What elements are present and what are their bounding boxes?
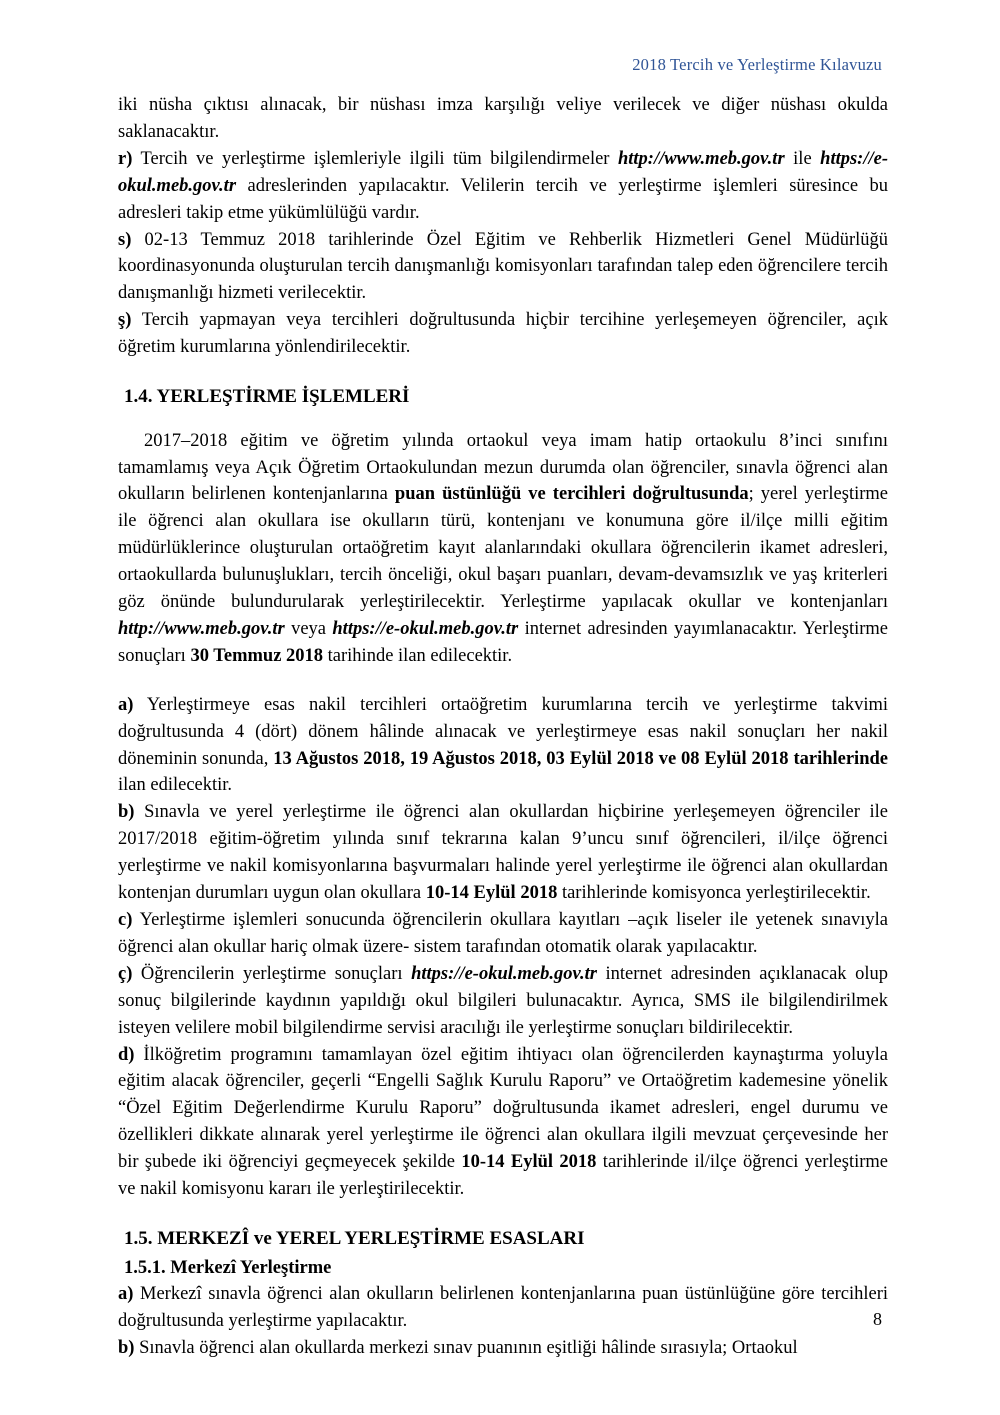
link-meb-1: http://www.meb.gov.tr [617, 148, 785, 169]
document-body [118, 92, 888, 1362]
section-heading-1-5: 1.5. MERKEZÎ ve YEREL YERLEŞTİRME ESASLARI [124, 1227, 585, 1249]
link-eokul-2: https://e-okul.meb.gov.tr [332, 618, 519, 639]
paragraph-item-s: s) 02-13 Temmuz 2018 tarihlerinde Özel Eğitim ve Rehberlik Hizmetleri Genel Müdürlüğü koordinasyonunda oluşturulan tercih danışmanlığı komisyonları tarafından talep eden öğrencilere tercih danışmanlığı hizmeti verilecektir. [118, 229, 888, 304]
list-marker-ch: ç) [118, 963, 133, 984]
paragraph-section-1-4: 2017–2018 eğitim ve öğretim yılında ortaokul veya imam hatip ortaokulu 8’inci sınıfını tamamlamış veya Açık Öğretim Ortaokulundan mezun durumda olan öğrenciler, sınavla öğrenci alan okulların belirlenen kontenjanlarına puan üstünlüğü ve tercihleri doğrultusunda; yerel yerleştirme ile öğrenci alan okullara ise okulların türü, kontenjanı ve konumuna göre il/ilçe milli eğitim müdürlüklerince oluşturulan ortaöğretim kayıt alanlarındaki okullara öğrencilerin ikamet adresleri, ortaokullarda bulunuşlukları, tercih önceliği, okul başarı puanları, devam-devamsızlık ve yaş kriterleri göz önünde bulundurularak yerleştirilecektir. Yerleştirme yapılacak okullar ve kontenjanları http://www.meb.gov.tr veya https://e-okul.meb.gov.tr internet adresinden yayımlanacaktır. Yerleştirme sonuçları 30 Temmuz 2018 tarihinde ilan edilecektir. [118, 430, 888, 666]
section-heading-1-4: 1.4. YERLEŞTİRME İŞLEMLERİ [124, 386, 410, 408]
list-marker-d: d) [118, 1044, 135, 1065]
paragraph-item-r: r) Tercih ve yerleştirme işlemleriyle ilgili tüm bilgilendirmeler http://www.meb.gov.tr ile https://e-okul.meb.gov.tr adreslerinden yapılacaktır. Velilerin tercih ve yerleştirme işlemleri süresince bu adresleri takip etme yükümlülüğü vardır. [118, 148, 888, 223]
list-marker-s: s) [118, 229, 132, 250]
paragraph-item-b: b) Sınavla ve yerel yerleştirme ile öğrenci alan okullardan hiçbirine yerleşemeyen öğrenciler ile 2017/2018 eğitim-öğretim yılında sınıf tekrarına kalan 9’uncu sınıf öğrencileri, il/ilçe öğrenci yerleştirme ve nakil komisyonlarına başvurmaları halinde yerel yerleştirme ile öğrenci alan okullardan kontenjan durumları uygun olan okullara 10-14 Eylül 2018 tarihlerinde komisyonca yerleştirilecektir. [118, 802, 888, 904]
link-eokul-3: https://e-okul.meb.gov.tr [411, 963, 597, 984]
list-marker-c: c) [118, 910, 133, 931]
paragraph-item-151-a: a) Merkezî sınavla öğrenci alan okulların belirlenen kontenjanlarına puan üstünlüğüne göre tercihleri doğrultusunda yerleştirme yapılacaktır. [118, 1284, 888, 1332]
list-marker-b: b) [118, 802, 135, 823]
paragraph-item-d: d) İlköğretim programını tamamlayan özel eğitim ihtiyacı olan öğrencilerden kaynaştırma yoluyla eğitim alacak öğrenciler, geçerli “Engelli Sağlık Kurulu Raporu” ve Ortaöğretim kademesine yönelik “Özel Eğitim Değerlendirme Kurulu Raporu” doğrultusunda ikamet adresleri, engel durumu ve özellikleri dikkate alınarak yerel yerleştirme ile öğrenci alan okullara ilgili mevzuat çerçevesinde her bir şubede iki öğrenciyi geçmeyecek şekilde 10-14 Eylül 2018 tarihlerinde il/ilçe öğrenci yerleştirme ve nakil komisyonu kararı ile yerleştirilecektir. [118, 1044, 889, 1200]
list-marker-151-b: b) [118, 1338, 135, 1359]
paragraph-top: iki nüsha çıktısı alınacak, bir nüshası imza karşılığı veliye verilecek ve diğer nüshası okulda saklanacaktır. [118, 95, 888, 142]
list-marker-a: a) [118, 694, 134, 715]
paragraph-item-c: c) Yerleştirme işlemleri sonucunda öğrencilerin okullara kayıtları –açık liseler ile yetenek sınavıyla öğrenci alan okullar hariç olmak üzere- sistem tarafından otomatik olarak yapılacaktır. [118, 910, 888, 957]
paragraph-item-a: a) Yerleştirmeye esas nakil tercihleri ortaöğretim kurumlarına tercih ve yerleştirme takvimi doğrultusunda 4 (dört) dönem hâlinde alınacak ve yerleştirmeye esas nakil sonuçları her nakil döneminin sonunda, 13 Ağustos 2018, 19 Ağustos 2018, 03 Eylül 2018 ve 08 Eylül 2018 tarihlerinde ilan edilecektir. [118, 694, 888, 796]
link-meb-2: http://www.meb.gov.tr [118, 618, 285, 639]
list-marker-151-a: a) [118, 1284, 134, 1305]
paragraph-item-151-b: b) Sınavla öğrenci alan okullarda merkezi sınav puanının eşitliği hâlinde sırasıyla; Ortaokul [118, 1338, 798, 1359]
subsection-heading-1-5-1: 1.5.1. Merkezî Yerleştirme [124, 1257, 332, 1278]
link-eokul-1: https://e-okul.meb.gov.tr [118, 148, 888, 196]
page-header: 2018 Tercih ve Yerleştirme Kılavuzu [632, 55, 882, 74]
list-marker-r: r) [118, 148, 133, 169]
paragraph-item-sh: ş) Tercih yapmayan veya tercihleri doğrultusunda hiçbir tercihine yerleşemeyen öğrenciler, açık öğretim kurumlarına yönlendirilecektir. [118, 310, 888, 358]
page-number: 8 [873, 1309, 882, 1329]
paragraph-item-ch: ç) Öğrencilerin yerleştirme sonuçları https://e-okul.meb.gov.tr internet adresinden açıklanacak olup sonuç bilgilerinde kaydının yapıldığı okul bilgileri bulunacaktır. Ayrıca, SMS ile bilgilendirilmek isteyen velilere mobil bilgilendirme servisi aracılığı ile yerleştirme sonuçları bildirilecektir. [118, 963, 889, 1038]
list-marker-sh: ş) [118, 310, 132, 331]
